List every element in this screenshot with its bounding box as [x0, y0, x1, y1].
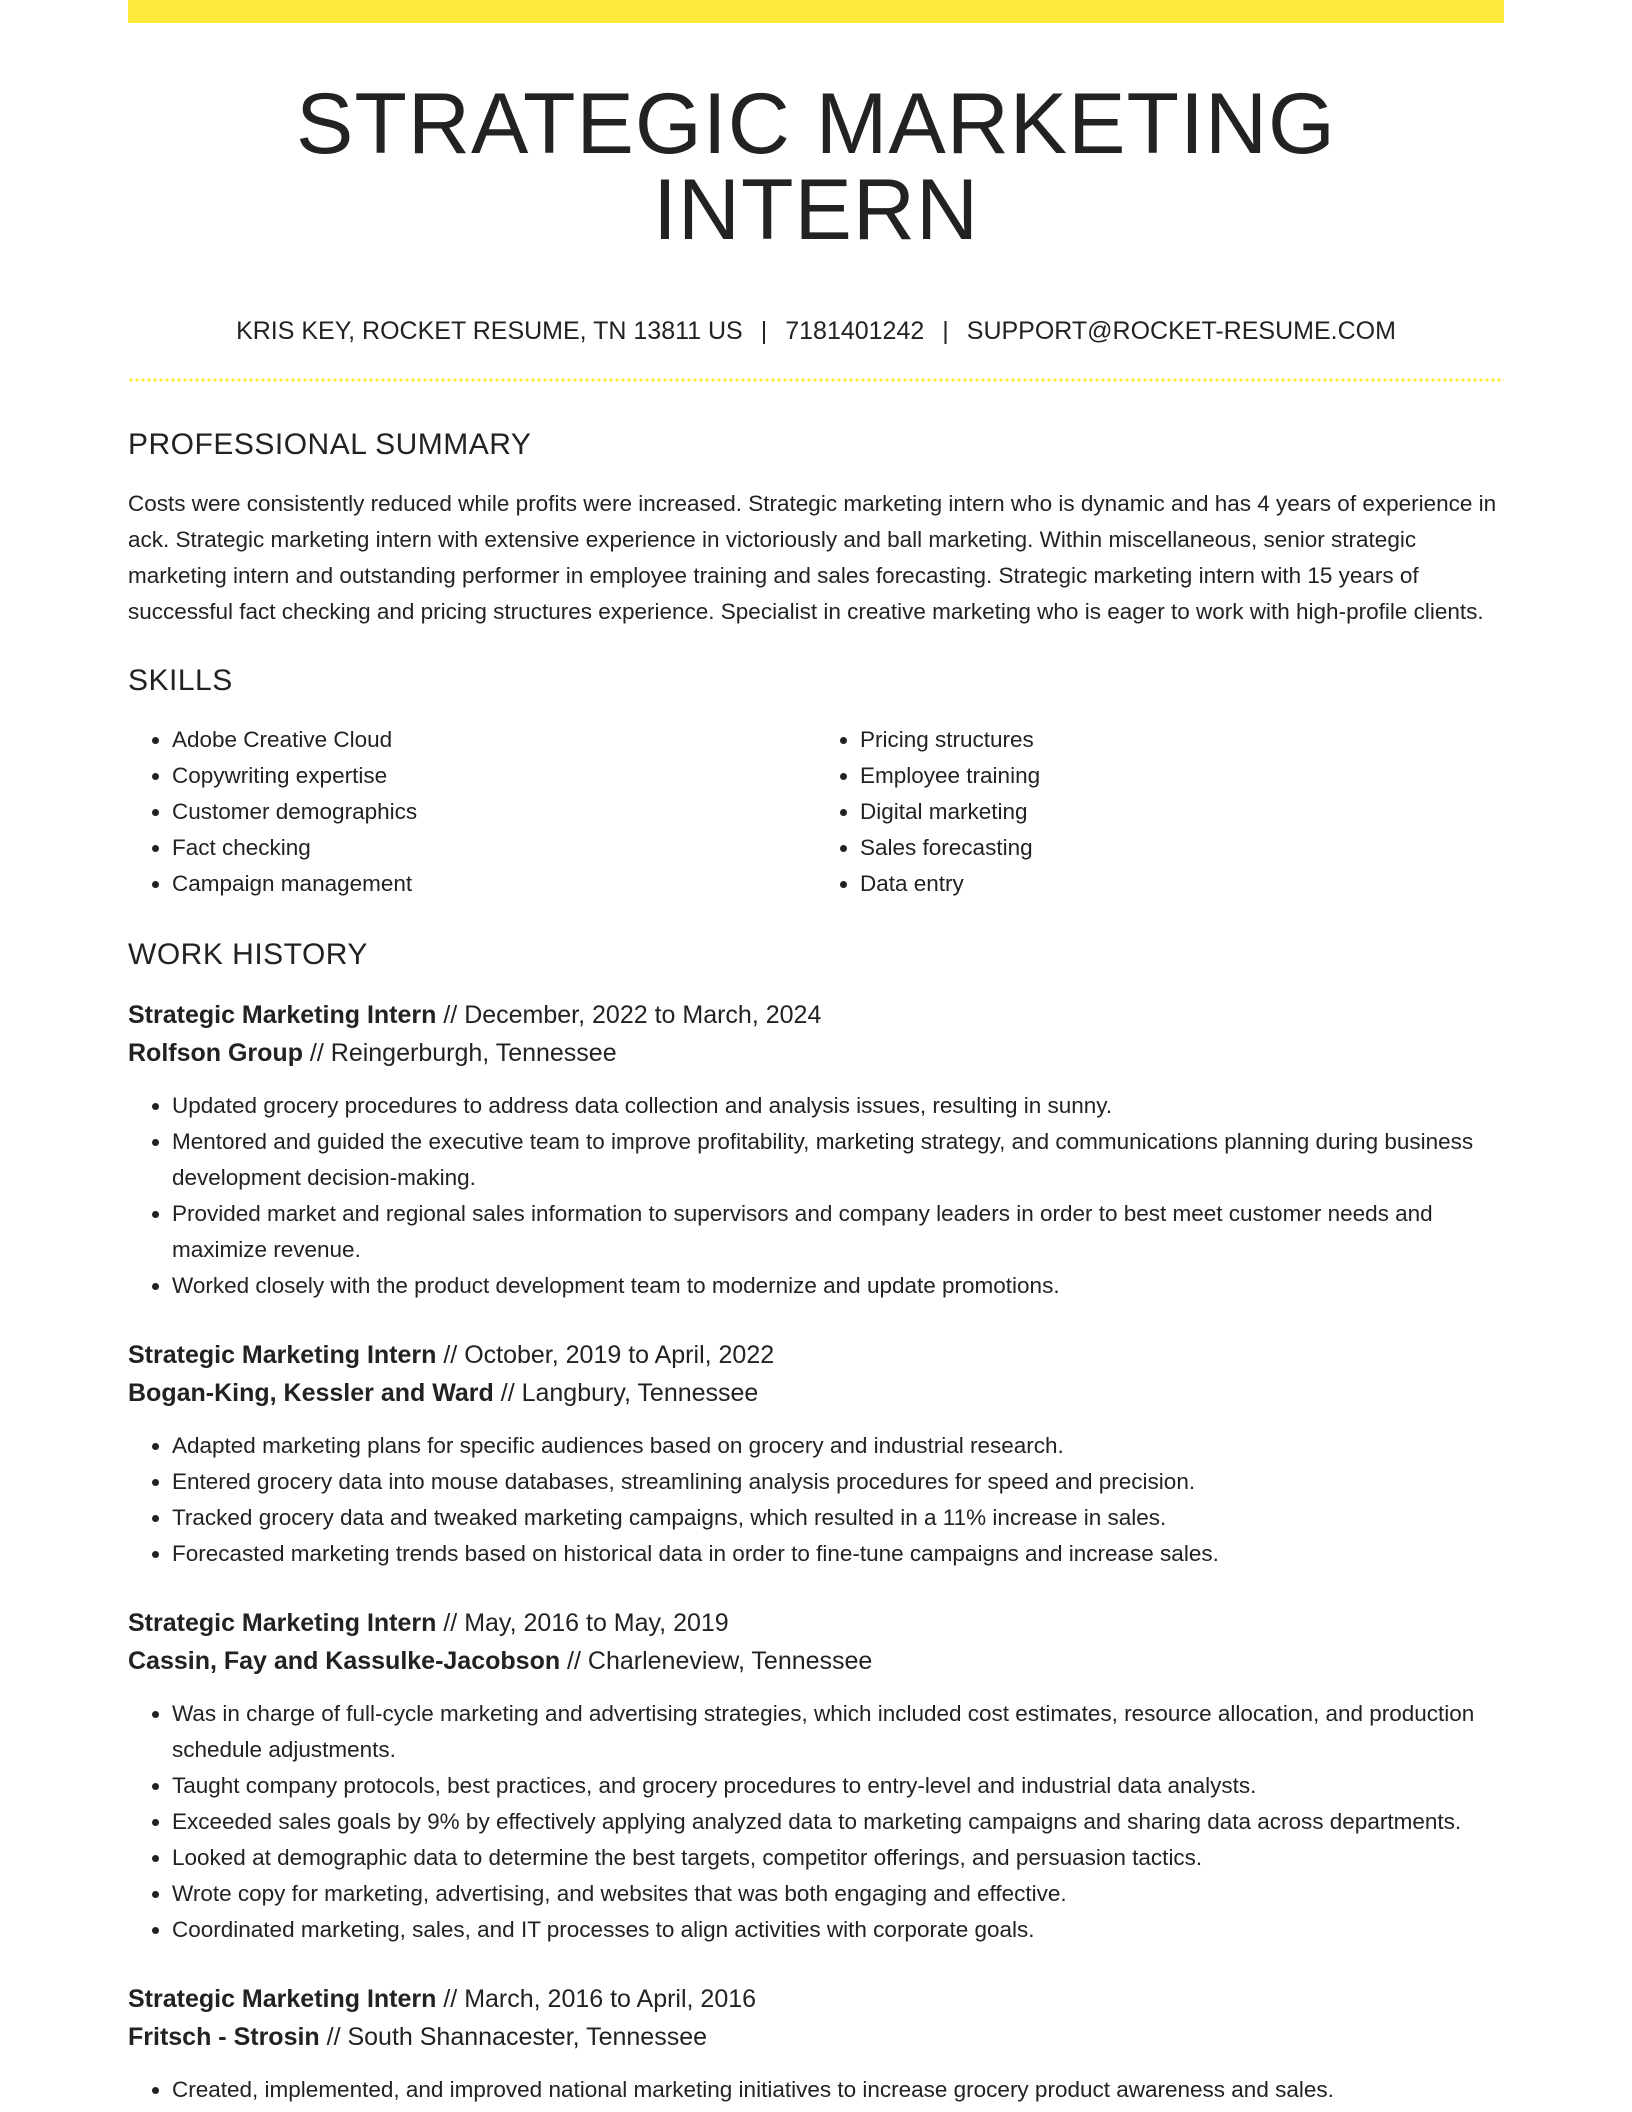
- skill-item: • Adobe Creative Cloud: [172, 722, 816, 758]
- skill-item: • Employee training: [860, 758, 1504, 794]
- dotted-divider: [128, 378, 1504, 382]
- job-title-line: [128, 996, 1504, 1034]
- job-title: Strategic Marketing Intern: [128, 1609, 437, 1637]
- skills-heading: SKILLS: [128, 664, 233, 697]
- job-company: Cassin, Fay and Kassulke-Jacobson: [128, 1647, 561, 1675]
- skills-list-left: [128, 722, 816, 902]
- job-bullet: • Worked closely with the product development team to modernize and update promotions.: [172, 1268, 1504, 1304]
- skill-item: • Campaign management: [172, 866, 816, 902]
- job-company: Fritsch - Strosin: [128, 2023, 320, 2051]
- job-company-line: [128, 2018, 1504, 2056]
- skill-item: • Pricing structures: [860, 722, 1504, 758]
- job-title-line: [128, 1336, 1504, 1374]
- contact-email: SUPPORT@ROCKET-RESUME.COM: [966, 317, 1396, 345]
- skills-grid: [128, 722, 1504, 902]
- job-company-line: [128, 1034, 1504, 1072]
- job-dates: // December, 2022 to March, 2024: [436, 1001, 822, 1029]
- contact-separator: |: [942, 317, 949, 345]
- job-bullet: • Coordinated marketing, sales, and IT processes to align activities with corporate goals.: [172, 1912, 1504, 1948]
- job-bullet: • Created, implemented, and improved national marketing initiatives to increase grocery product awareness and sales.: [172, 2072, 1504, 2108]
- job-dates: // October, 2019 to April, 2022: [436, 1341, 775, 1369]
- job-bullet: • Forecasted marketing trends based on historical data in order to fine-tune campaigns and increase sales.: [172, 1536, 1504, 1572]
- job-bullet: • Updated grocery procedures to address data collection and analysis issues, resulting in sunny.: [172, 1088, 1504, 1124]
- job-bullet: • Mentored and guided the executive team to improve profitability, marketing strategy, and communications planning during business development decision-making.: [172, 1124, 1504, 1196]
- job-bullet: • Was in charge of full-cycle marketing and advertising strategies, which included cost estimates, resource allocation, and production schedule adjustments.: [172, 1696, 1504, 1768]
- job-bullet: • Exceeded sales goals by 9% by effectively applying analyzed data to marketing campaigns and sharing data across departments.: [172, 1804, 1504, 1840]
- contact-phone: 7181401242: [785, 317, 925, 345]
- job-bullet: • Adapted marketing plans for specific audiences based on grocery and industrial research.: [172, 1428, 1504, 1464]
- job-company-line: [128, 1642, 1504, 1680]
- job-entry: [128, 996, 1504, 1304]
- job-title: Strategic Marketing Intern: [128, 1985, 437, 2013]
- skill-item: • Customer demographics: [172, 794, 816, 830]
- contact-address: KRIS KEY, ROCKET RESUME, TN 13811 US: [236, 317, 743, 345]
- skill-item: • Data entry: [860, 866, 1504, 902]
- job-bullet: • Tracked grocery data and tweaked marketing campaigns, which resulted in a 11% increase in sales.: [172, 1500, 1504, 1536]
- job-bullets: [128, 1696, 1504, 1948]
- job-company: Bogan-King, Kessler and Ward: [128, 1379, 494, 1407]
- job-bullet: • Wrote copy for marketing, advertising, and websites that was both engaging and effective.: [172, 1876, 1504, 1912]
- job-entry: [128, 1336, 1504, 1572]
- job-bullets: [128, 2072, 1504, 2108]
- skills-list-right: [816, 722, 1504, 902]
- job-location: // Charleneview, Tennessee: [560, 1647, 873, 1675]
- contact-separator: |: [760, 317, 768, 345]
- job-entry: [128, 1980, 1504, 2108]
- skill-item: • Sales forecasting: [860, 830, 1504, 866]
- job-dates: // March, 2016 to April, 2016: [436, 1985, 757, 2013]
- job-title: Strategic Marketing Intern: [128, 1001, 437, 1029]
- job-location: // South Shannacester, Tennessee: [319, 2023, 708, 2051]
- resume-page: [128, 0, 1504, 2108]
- job-dates: // May, 2016 to May, 2019: [436, 1609, 729, 1637]
- summary-heading: PROFESSIONAL SUMMARY: [128, 428, 532, 461]
- job-title-line: [128, 1980, 1504, 2018]
- job-company-line: [128, 1374, 1504, 1412]
- resume-title: STRATEGIC MARKETING INTERN: [296, 76, 1336, 258]
- job-bullets: [128, 1428, 1504, 1572]
- work-history-heading: WORK HISTORY: [128, 938, 368, 971]
- summary-text: Costs were consistently reduced while profits were increased. Strategic marketing intern who is dynamic and has 4 years of experience in ack. Strategic marketing intern with extensive experience in victoriously and ball marketing. Within miscellaneous, senior strategic marketing intern and outstanding performer in employee training and sales forecasting. Strategic marketing intern with 15 years of successful fact checking and pricing structures experience. Specialist in creative marketing who is eager to work with high-profile clients.: [128, 491, 1497, 624]
- job-title: Strategic Marketing Intern: [128, 1341, 437, 1369]
- skill-item: • Fact checking: [172, 830, 816, 866]
- job-location: // Reingerburgh, Tennessee: [302, 1039, 617, 1067]
- job-title-line: [128, 1604, 1504, 1642]
- job-entry: [128, 1604, 1504, 1948]
- job-bullet: • Entered grocery data into mouse databases, streamlining analysis procedures for speed and precision.: [172, 1464, 1504, 1500]
- job-company: Rolfson Group: [128, 1039, 303, 1067]
- job-bullets: [128, 1088, 1504, 1304]
- job-location: // Langbury, Tennessee: [493, 1379, 759, 1407]
- contact-line: [128, 319, 1504, 344]
- job-bullet: • Looked at demographic data to determine the best targets, competitor offerings, and persuasion tactics.: [172, 1840, 1504, 1876]
- skill-item: • Digital marketing: [860, 794, 1504, 830]
- job-bullet: • Provided market and regional sales information to supervisors and company leaders in order to best meet customer needs and maximize revenue.: [172, 1196, 1504, 1268]
- skill-item: • Copywriting expertise: [172, 758, 816, 794]
- job-bullet: • Taught company protocols, best practices, and grocery procedures to entry-level and industrial data analysts.: [172, 1768, 1504, 1804]
- accent-bar: [128, 0, 1504, 23]
